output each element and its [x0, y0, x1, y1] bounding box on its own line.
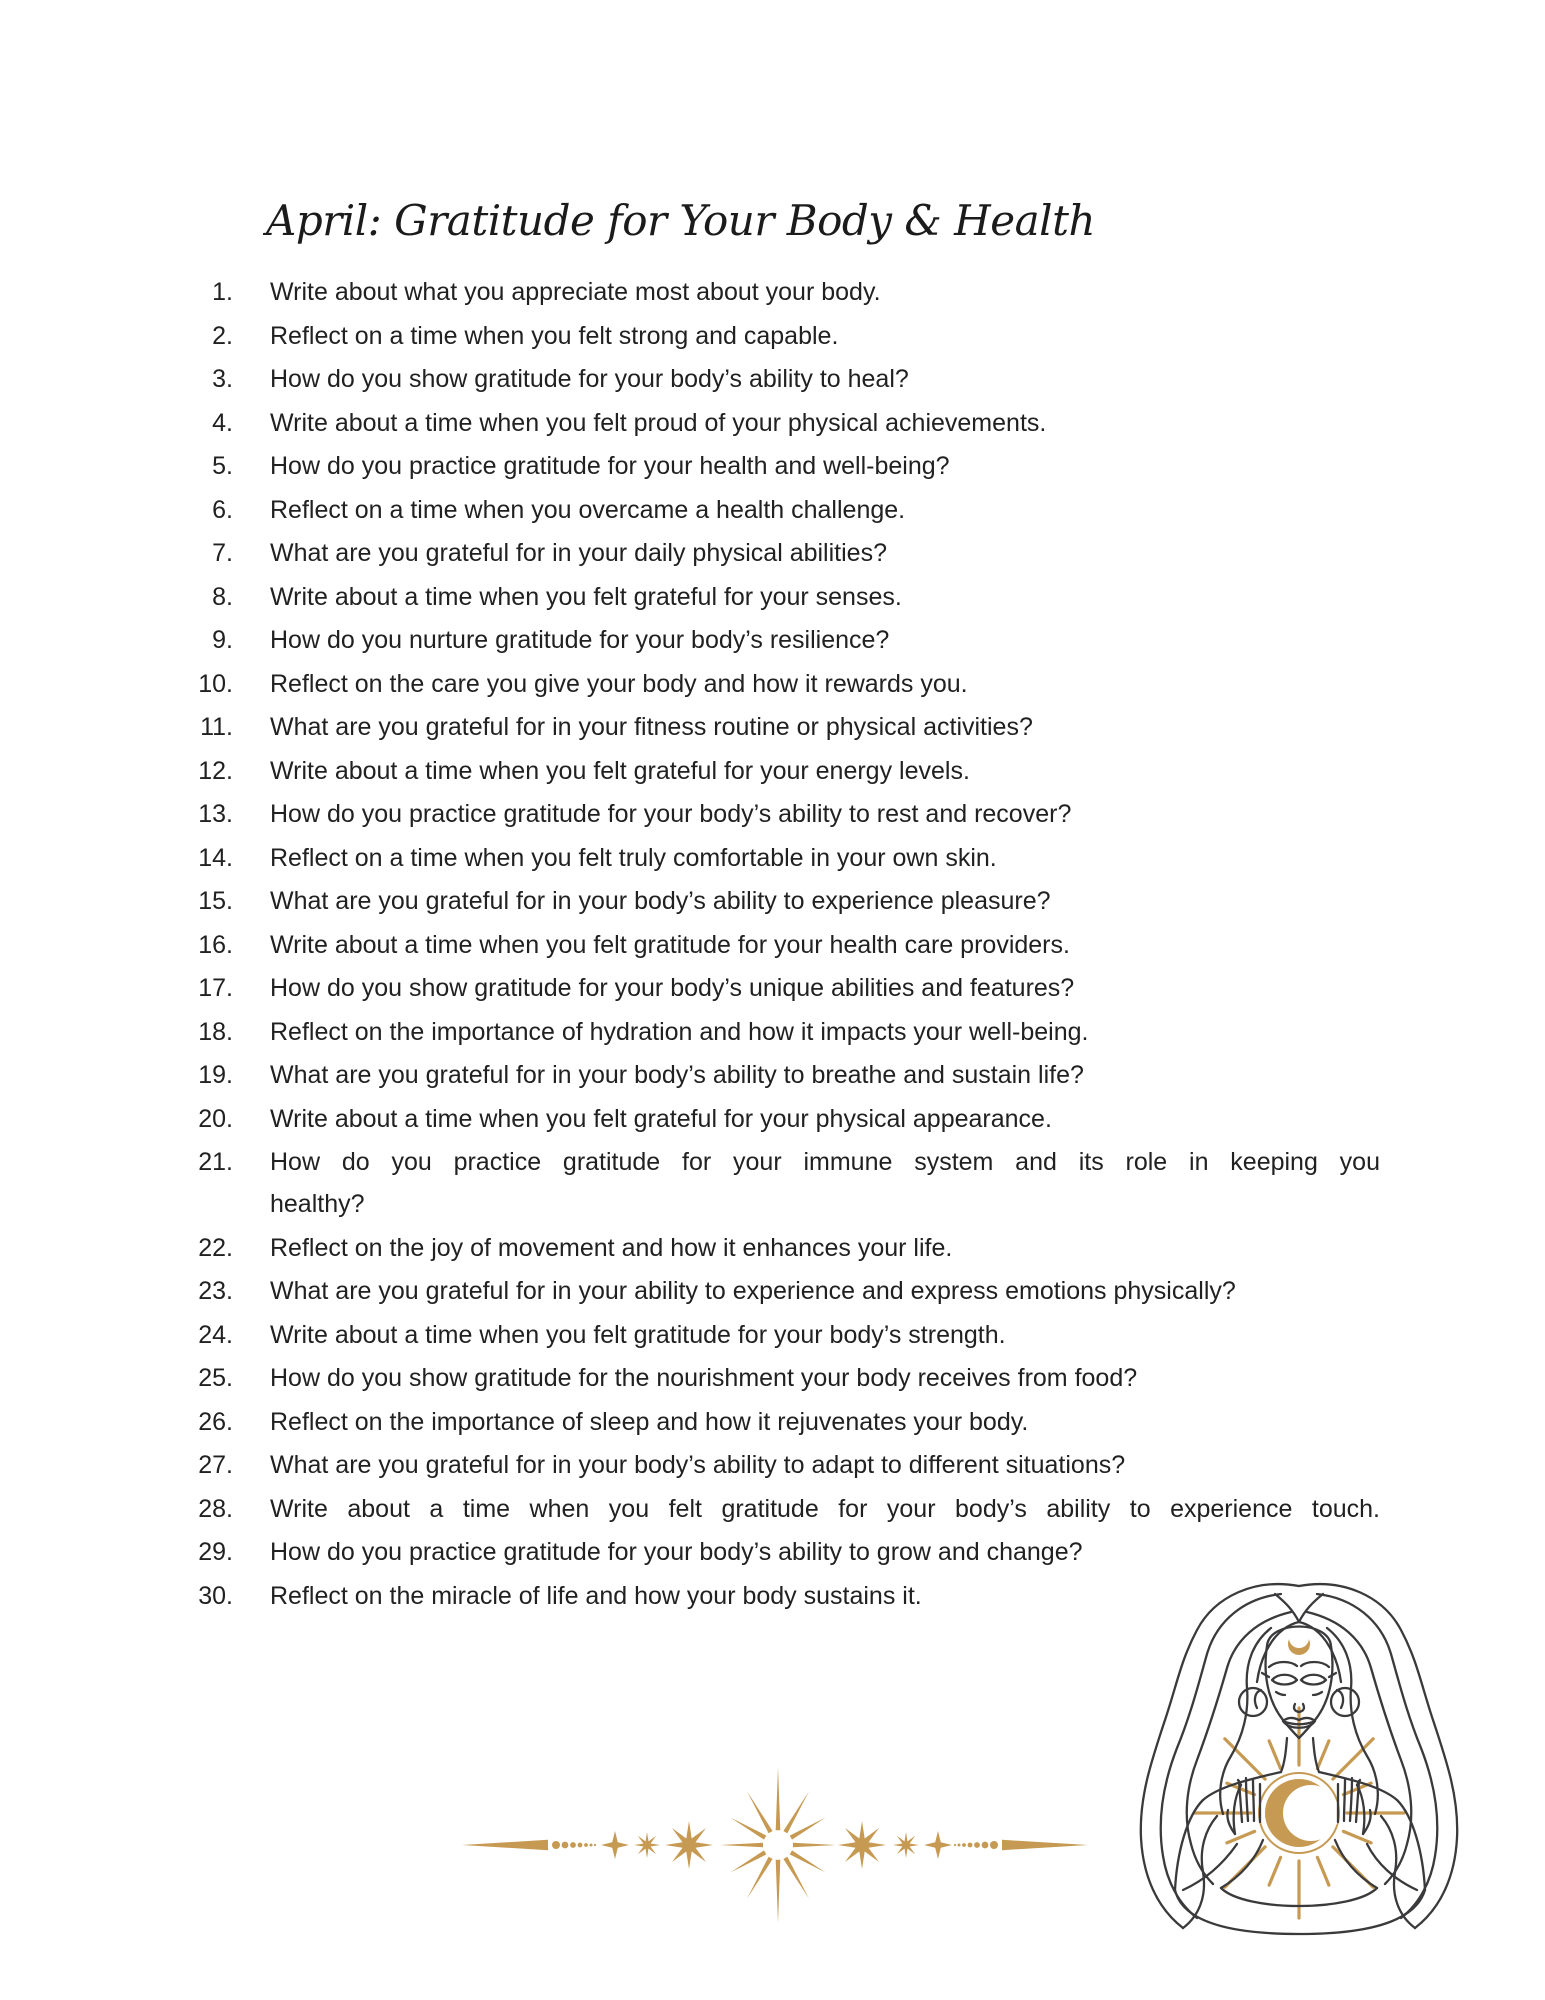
divider-left-line	[462, 1840, 548, 1850]
prompt-item	[212, 315, 1380, 357]
prompt-text: Write about a time when you felt grateful for your physical appearance.	[270, 1104, 1052, 1133]
prompt-text: How do you practice gratitude for your health and well-being?	[270, 452, 950, 480]
item-number: 20.	[198, 1104, 233, 1133]
prompt-item	[212, 271, 1380, 313]
item-number: 26.	[198, 1407, 233, 1436]
prompt-item	[198, 1531, 1380, 1573]
prompt-text: Reflect on a time when you felt strong and capable.	[270, 321, 839, 350]
prompt-text: Reflect on a time when you felt truly comfortable in your own skin.	[270, 843, 997, 872]
item-number: 25.	[198, 1364, 233, 1392]
prompt-text: What are you grateful for in your daily physical abilities?	[270, 539, 887, 567]
prompt-text: What are you grateful for in your body’s ability to adapt to different situations?	[270, 1451, 1126, 1479]
item-number: 2.	[212, 321, 233, 350]
prompt-item	[198, 1488, 1380, 1530]
item-number: 15.	[198, 887, 233, 915]
star-icon	[634, 1832, 660, 1858]
item-number: 4.	[212, 408, 233, 437]
prompt-text: How do you practice gratitude for your immune system and its role in keeping you healthy?	[270, 1148, 1380, 1218]
prompt-text: Reflect on a time when you overcame a health challenge.	[270, 495, 906, 524]
star-icon	[893, 1832, 919, 1858]
prompt-text: Write about a time when you felt gratitude for your body’s ability to experience touch.	[270, 1494, 1380, 1523]
prompt-item	[198, 1270, 1380, 1312]
prompt-item	[198, 924, 1380, 966]
prompt-text: Write about a time when you felt grateful for your energy levels.	[270, 756, 970, 785]
prompt-item	[198, 1444, 1380, 1486]
prompt-text: Reflect on the joy of movement and how it enhances your life.	[270, 1233, 953, 1262]
star-icon	[665, 1821, 713, 1869]
divider-right-line	[1002, 1840, 1088, 1850]
item-number: 14.	[198, 843, 233, 872]
prompt-item	[198, 1141, 1380, 1225]
item-number: 3.	[212, 365, 233, 393]
item-number: 7.	[212, 539, 233, 567]
prompt-item	[212, 402, 1380, 444]
prompt-item	[198, 1227, 1380, 1269]
prompt-item	[212, 532, 1380, 574]
prompt-text: Write about a time when you felt gratitude for your health care providers.	[270, 930, 1070, 959]
item-number: 24.	[198, 1320, 233, 1349]
prompt-text: Reflect on the miracle of life and how your body sustains it.	[270, 1581, 922, 1610]
item-number: 29.	[198, 1538, 233, 1566]
prompt-item	[198, 793, 1380, 835]
item-number: 8.	[212, 582, 233, 611]
prompt-item	[198, 663, 1380, 705]
sparkle-icon	[924, 1831, 952, 1859]
star-icon	[838, 1821, 886, 1869]
item-number: 22.	[198, 1233, 233, 1262]
prompt-text: Write about what you appreciate most about your body.	[270, 278, 881, 306]
prompt-text: What are you grateful for in your body’s ability to experience pleasure?	[270, 887, 1051, 915]
prompt-item	[212, 358, 1380, 400]
prompt-text: Reflect on the importance of sleep and how it rejuvenates your body.	[270, 1407, 1029, 1436]
prompt-item	[198, 1357, 1380, 1399]
item-number: 27.	[198, 1451, 233, 1479]
item-number: 17.	[198, 974, 233, 1002]
prompt-item	[198, 1011, 1380, 1053]
crescent-moon-icon	[1288, 1628, 1310, 1655]
page-title: April: Gratitude for Your Body & Health	[266, 196, 1095, 245]
prompt-text: Reflect on the importance of hydration and how it impacts your well-being.	[270, 1017, 1089, 1046]
item-number: 19.	[198, 1061, 233, 1089]
prompt-item	[198, 880, 1380, 922]
prompt-item	[212, 619, 1380, 661]
item-number: 6.	[212, 495, 233, 524]
prompt-text: What are you grateful for in your fitness routine or physical activities?	[270, 713, 1033, 741]
item-number: 1.	[212, 278, 233, 306]
item-number: 5.	[212, 452, 233, 480]
prompt-text: What are you grateful for in your ability to experience and express emotions physically?	[270, 1277, 1236, 1305]
woman-with-moon-sun-illustration	[1105, 1572, 1505, 1962]
prompt-text: How do you show gratitude for your body’s ability to heal?	[270, 365, 909, 393]
sunburst-icon	[720, 1767, 836, 1923]
prompt-text: How do you show gratitude for your body’s unique abilities and features?	[270, 974, 1075, 1002]
item-number: 9.	[212, 626, 233, 654]
prompt-text: Write about a time when you felt gratitude for your body’s strength.	[270, 1320, 1006, 1349]
item-number: 12.	[198, 756, 233, 785]
prompt-text: How do you practice gratitude for your body’s ability to grow and change?	[270, 1538, 1083, 1566]
prompt-item	[198, 1401, 1380, 1443]
prompt-item	[198, 750, 1380, 792]
item-number: 28.	[198, 1494, 233, 1523]
prompt-list	[198, 271, 1380, 1618]
item-number: 13.	[198, 800, 233, 828]
prompt-item	[198, 1098, 1380, 1140]
prompt-item	[200, 706, 1380, 748]
item-number: 18.	[198, 1017, 233, 1046]
prompt-text: Write about a time when you felt grateful for your senses.	[270, 582, 902, 611]
divider-gold-shapes	[462, 1767, 1088, 1923]
prompt-item	[212, 576, 1380, 618]
prompt-text: What are you grateful for in your body’s ability to breathe and sustain life?	[270, 1061, 1084, 1089]
prompt-text: How do you practice gratitude for your body’s ability to rest and recover?	[270, 800, 1072, 828]
prompt-text: How do you show gratitude for the nourishment your body receives from food?	[270, 1364, 1138, 1392]
starburst-divider-ornament	[460, 1765, 1090, 1925]
item-number: 30.	[198, 1581, 233, 1610]
prompt-item	[198, 1314, 1380, 1356]
prompt-item	[198, 837, 1380, 879]
prompt-item	[198, 1054, 1380, 1096]
item-number: 10.	[198, 669, 233, 698]
item-number: 21.	[198, 1148, 233, 1176]
prompt-item	[198, 967, 1380, 1009]
prompt-text: Write about a time when you felt proud of your physical achievements.	[270, 408, 1047, 437]
item-number: 11.	[200, 713, 233, 741]
prompt-item	[212, 489, 1380, 531]
prompt-text: Reflect on the care you give your body and how it rewards you.	[270, 669, 968, 698]
prompt-text: How do you nurture gratitude for your body’s resilience?	[270, 626, 890, 654]
prompt-item	[212, 445, 1380, 487]
item-number: 23.	[198, 1277, 233, 1305]
sparkle-icon	[601, 1831, 629, 1859]
item-number: 16.	[198, 930, 233, 959]
